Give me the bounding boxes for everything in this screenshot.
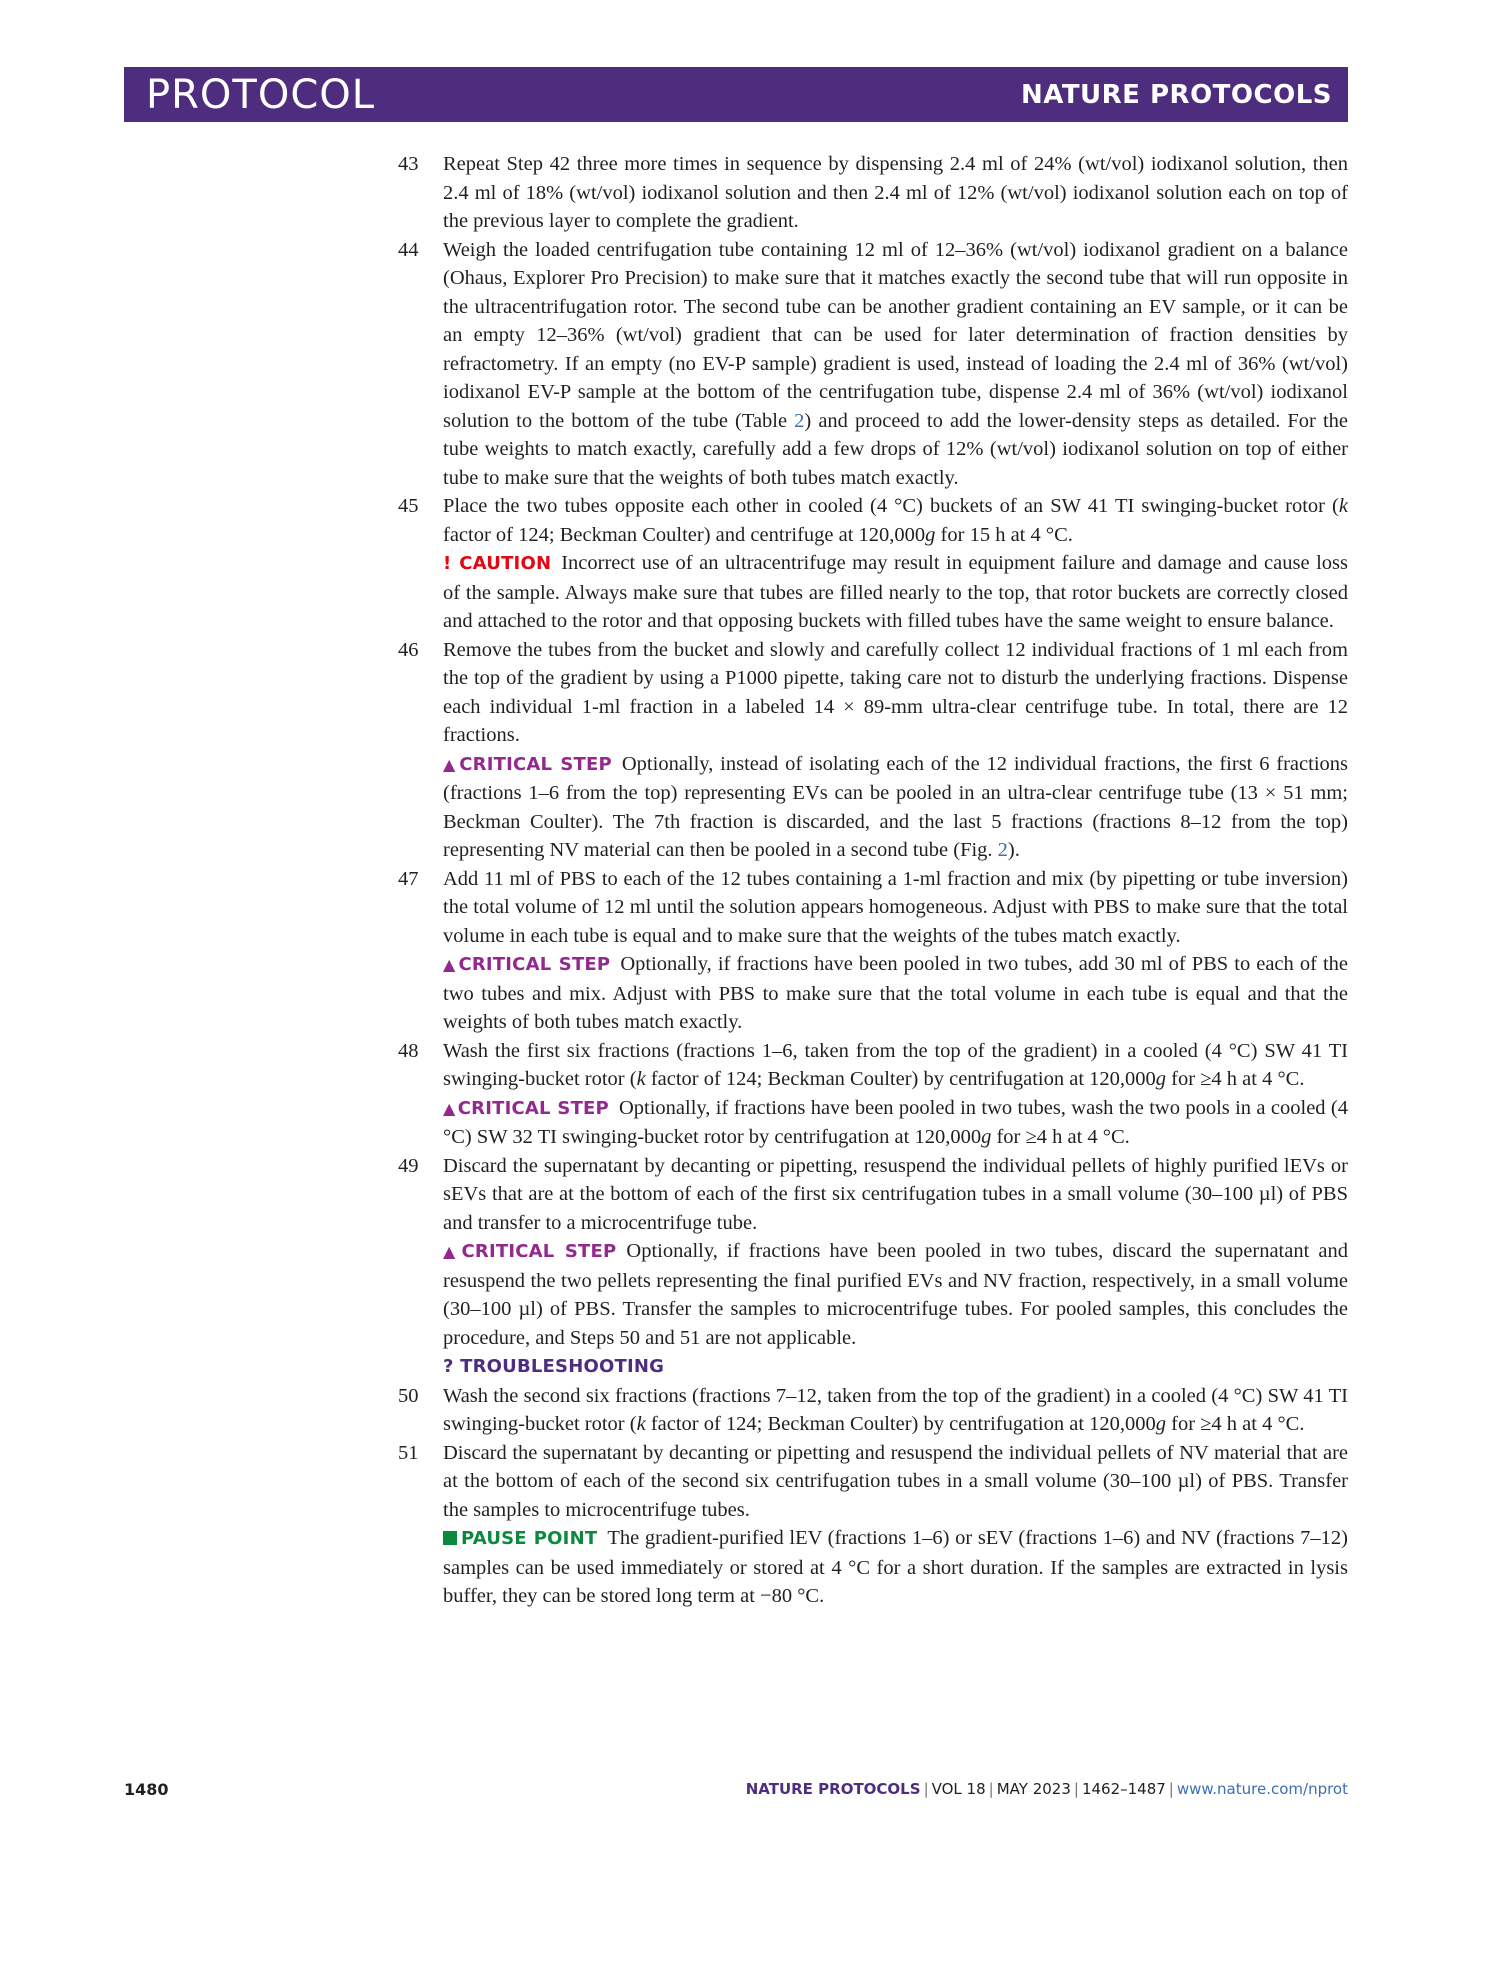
- caution-note: ! CAUTION Incorrect use of an ultracentrifuge may result in equipment failure and damage and cause loss of the sample. Always make sure that tubes are filled nearly to the top, that rotor buckets are correctly closed and attached to the rotor and that opposing buckets with filled tubes have the same weight to ensure balance.: [443, 552, 1348, 632]
- step-48: [398, 1037, 1348, 1152]
- footer-journal: NATURE PROTOCOLS: [745, 1780, 921, 1798]
- procedure-steps: [398, 150, 1348, 1611]
- page-footer: [124, 1780, 1348, 1804]
- step-number: 51: [398, 1441, 419, 1464]
- step-number: 49: [398, 1154, 419, 1177]
- caution-label: ! CAUTION: [443, 553, 552, 574]
- troubleshooting-label[interactable]: ? TROUBLESHOOTING: [443, 1356, 665, 1377]
- square-icon: [443, 1531, 457, 1545]
- footer-volume: VOL 18: [931, 1780, 986, 1798]
- step-number: 46: [398, 638, 419, 661]
- header-banner: [124, 67, 1348, 122]
- critical-step-label: ▲ CRITICAL STEP: [443, 1097, 609, 1119]
- step-47: [398, 865, 1348, 1037]
- journal-name: NATURE PROTOCOLS: [1020, 79, 1332, 110]
- footer-url-link[interactable]: www.nature.com/nprot: [1176, 1780, 1348, 1798]
- step-49: [398, 1152, 1348, 1382]
- step-45: [398, 492, 1348, 636]
- step-text: Weigh the loaded centrifugation tube containing 12 ml of 12–36% (wt/vol) iodixanol gradient on a balance (Ohaus, Explorer Pro Precision) to make sure that it matches exactly the second tube that will run opposite in the ultracentrifugation rotor. The second tube can be another gradient containing an EV sample, or it can be an empty 12–36% (wt/vol) gradient that can be used for later determination of fraction densities by refractometry. If an empty (no EV-P sample) gradient is used, instead of loading the 2.4 ml of 36% (wt/vol) iodixanol EV-P sample at the bottom of the centrifugation tube, dispense 2.4 ml of 36% (wt/vol) iodixanol solution to the bottom of the tube (Table 2) and proceed to add the lower-density steps as detailed. For the tube weights to match exactly, carefully add a few drops of 12% (wt/vol) iodixanol solution on top of either tube to make sure that the weights of both tubes match exactly.: [443, 238, 1348, 489]
- triangle-icon: ▲: [443, 1242, 460, 1261]
- step-43: [398, 150, 1348, 236]
- step-text: Repeat Step 42 three more times in sequence by dispensing 2.4 ml of 24% (wt/vol) iodixanol solution, then 2.4 ml of 18% (wt/vol) iodixanol solution and then 2.4 ml of 12% (wt/vol) iodixanol solution each on top of the previous layer to complete the gradient.: [443, 153, 1348, 232]
- step-text: Wash the first six fractions (fractions 1–6, taken from the top of the gradient) in a cooled (4 °C) SW 41 TI swinging-bucket rotor (k factor of 124; Beckman Coulter) by centrifugation at 120,000g for ≥4 h at 4 °C.: [443, 1039, 1348, 1090]
- critical-step-note: ▲ CRITICAL STEP Optionally, if fractions have been pooled in two tubes, add 30 ml of PBS to each of the two tubes and mix. Adjust with PBS to make sure that the total volume in each tube is equal and that the weights of both tubes match exactly.: [443, 953, 1348, 1033]
- step-50: [398, 1382, 1348, 1439]
- triangle-icon: ▲: [443, 754, 458, 774]
- step-46: [398, 636, 1348, 865]
- troubleshooting-note: [443, 1352, 1348, 1382]
- step-number: 50: [398, 1384, 419, 1407]
- critical-step-label: ▲ CRITICAL STEP: [443, 1241, 617, 1262]
- step-number: 45: [398, 495, 419, 517]
- step-text: Add 11 ml of PBS to each of the 12 tubes containing a 1-ml fraction and mix (by pipetting or tube inversion) the total volume of 12 ml until the solution appears homogeneous. Adjust with PBS to make sure that the total volume in each tube is equal and to make sure that the weights of the tubes match exactly.: [443, 867, 1348, 947]
- critical-step-label: ▲ CRITICAL STEP: [443, 753, 612, 775]
- step-text: Wash the second six fractions (fractions 7–12, taken from the top of the gradient) in a cooled (4 °C) SW 41 TI swinging-bucket rotor (k factor of 124; Beckman Coulter) by centrifugation at 120,000g for ≥4 h at 4 °C.: [443, 1384, 1348, 1435]
- step-number: 44: [398, 238, 419, 261]
- step-number: 48: [398, 1039, 419, 1062]
- citation: NATURE PROTOCOLS | VOL 18 | MAY 2023 | 1462–1487 | www.nature.com/nprot: [745, 1780, 1348, 1798]
- footer-pages: 1462–1487: [1081, 1780, 1166, 1798]
- page-number: 1480: [124, 1780, 169, 1799]
- step-51: [398, 1439, 1348, 1611]
- pause-point-note: PAUSE POINT The gradient-purified lEV (fractions 1–6) or sEV (fractions 1–6) and NV (fractions 7–12) samples can be used immediately or stored at 4 °C for a short duration. If the samples are extracted in lysis buffer, they can be stored long term at −80 °C.: [443, 1527, 1348, 1607]
- footer-date: MAY 2023: [996, 1780, 1071, 1798]
- step-number: 43: [398, 153, 419, 175]
- triangle-icon: ▲: [443, 1098, 456, 1118]
- table-ref-link[interactable]: 2: [794, 409, 805, 432]
- section-label: PROTOCOL: [146, 71, 376, 118]
- step-44: [398, 236, 1348, 493]
- step-text: Remove the tubes from the bucket and slowly and carefully collect 12 individual fractions of 1 ml each from the top of the gradient by using a P1000 pipette, taking care not to disturb the underlying fractions. Dispense each individual 1-ml fraction in a labeled 14 × 89-mm ultra-clear centrifuge tube. In total, there are 12 fractions.: [443, 638, 1348, 746]
- critical-step-note: ▲ CRITICAL STEP Optionally, if fractions have been pooled in two tubes, discard the supernatant and resuspend the two pellets representing the final purified EVs and NV fraction, respectively, in a small volume (30–100 µl) of PBS. Transfer the samples to microcentrifuge tubes. For pooled samples, this concludes the procedure, and Steps 50 and 51 are not applicable.: [443, 1240, 1348, 1349]
- critical-step-label: ▲ CRITICAL STEP: [443, 954, 611, 975]
- step-number: 47: [398, 867, 419, 890]
- pause-point-label: PAUSE POINT: [443, 1528, 597, 1549]
- step-text: Discard the supernatant by decanting or pipetting and resuspend the individual pellets of NV material that are at the bottom of each of the second six centrifugation tubes in a small volume (30–100 µl) of PBS. Transfer the samples to microcentrifuge tubes.: [443, 1441, 1348, 1521]
- step-text: Discard the supernatant by decanting or pipetting, resuspend the individual pellets of highly purified lEVs or sEVs that are at the bottom of each of the first six centrifugation tubes in a small volume (30–100 µl) of PBS and transfer to a microcentrifuge tube.: [443, 1154, 1348, 1234]
- critical-step-note: ▲ CRITICAL STEP Optionally, if fractions have been pooled in two tubes, wash the two pools in a cooled (4 °C) SW 32 TI swinging-bucket rotor by centrifugation at 120,000g for ≥4 h at 4 °C.: [443, 1096, 1348, 1148]
- step-text: Place the two tubes opposite each other in cooled (4 °C) buckets of an SW 41 TI swinging-bucket rotor (k factor of 124; Beckman Coulter) and centrifuge at 120,000g for 15 h at 4 °C.: [443, 495, 1348, 546]
- triangle-icon: ▲: [443, 955, 457, 974]
- critical-step-note: ▲ CRITICAL STEP Optionally, instead of isolating each of the 12 individual fractions, the first 6 fractions (fractions 1–6 from the top) representing EVs can be pooled in an ultra-clear centrifuge tube (13 × 51 mm; Beckman Coulter). The 7th fraction is discarded, and the last 5 fractions (fractions 8–12 from the top) representing NV material can then be pooled in a second tube (Fig. 2).: [443, 752, 1348, 861]
- figure-ref-link[interactable]: 2: [997, 839, 1008, 861]
